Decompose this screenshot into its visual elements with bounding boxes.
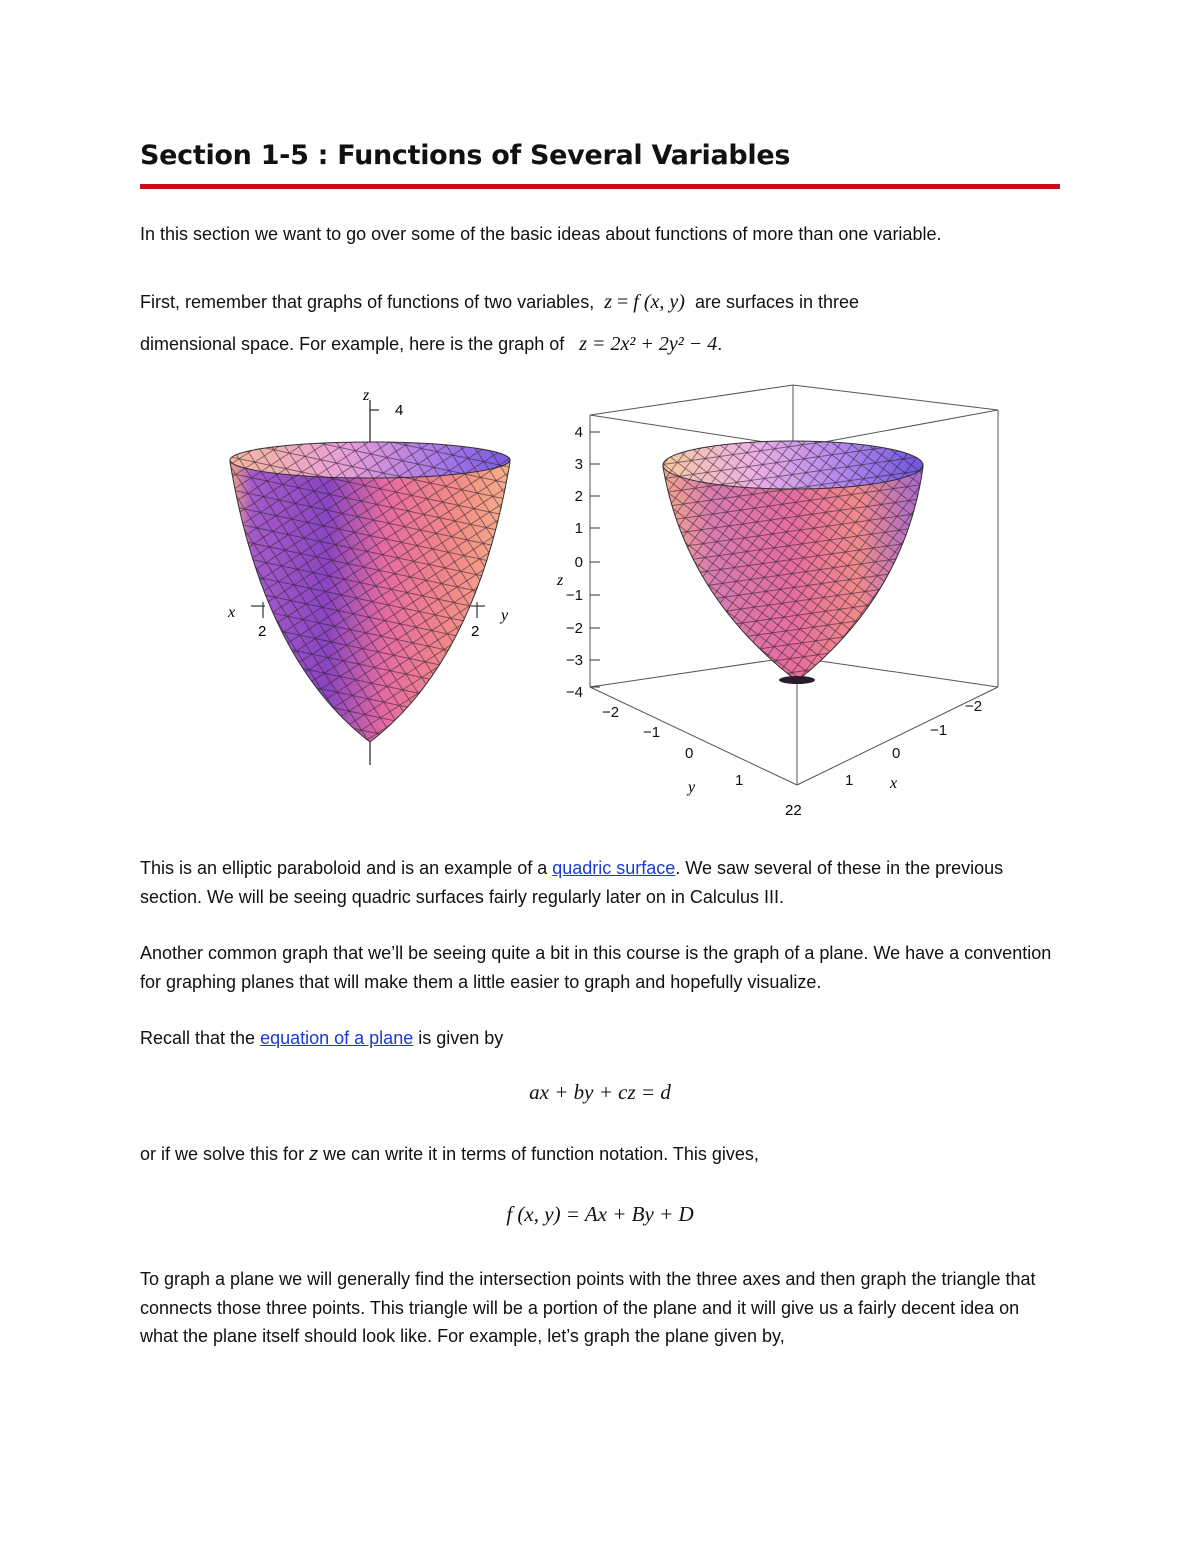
paraboloid-graph-axes xyxy=(215,380,535,775)
right-x-tick: −2 xyxy=(965,698,983,715)
left-z-tick: 4 xyxy=(395,402,404,419)
right-z-tick: −2 xyxy=(565,620,583,637)
right-x-tick: 1 xyxy=(845,772,854,789)
section-title: Section 1-5 : Functions of Several Variables xyxy=(140,140,791,171)
plane-equation: ax + by + cz = d xyxy=(529,1080,671,1104)
right-corner-label: 22 xyxy=(785,802,802,819)
right-z-tick: 0 xyxy=(574,554,583,571)
paraboloid-equation: z = 2x² + 2y² − 4 xyxy=(579,333,718,355)
left-y-axis-label: y xyxy=(501,607,509,624)
right-y-tick: −1 xyxy=(643,724,661,741)
right-z-tick: −1 xyxy=(565,587,583,604)
right-z-tick: −4 xyxy=(565,684,583,701)
graphs-text-3: dimensional space. For example, here is the graph of xyxy=(140,334,565,354)
right-z-tick: 3 xyxy=(574,456,583,473)
right-x-tick: −1 xyxy=(930,722,948,739)
right-y-tick: 0 xyxy=(685,745,694,762)
plane-intro-paragraph: Another common graph that we’ll be seeing quite a bit in this course is the graph of a plane. We have a convention for graphing planes that will make them a little easier to graph and hopefully visualize. xyxy=(140,943,1052,992)
right-y-tick: −2 xyxy=(602,704,620,721)
right-z-tick: 4 xyxy=(574,424,583,441)
paraboloid-graph-box xyxy=(545,375,1020,825)
solve-paragraph: or if we solve this for z we can write it in terms of function notation. This gives, xyxy=(140,1144,759,1164)
right-y-tick: 1 xyxy=(735,772,744,789)
right-z-tick: 2 xyxy=(574,488,583,505)
quadric-paragraph: This is an elliptic paraboloid and is an example of a quadric surface. We saw several of these in the previous section. We will be seeing quadric surfaces fairly regularly later on in Calculus III. xyxy=(140,858,1004,907)
graphs-text-1: First, remember that graphs of functions of two variables, xyxy=(140,292,595,312)
intro-paragraph: In this section we want to go over some of the basic ideas about functions of more than one variable. xyxy=(140,224,942,244)
graphs-text-2: are surfaces in three xyxy=(694,292,860,312)
right-x-tick: 0 xyxy=(892,745,901,762)
title-underline xyxy=(140,184,1060,189)
recall-paragraph: Recall that the equation of a plane is given by xyxy=(140,1028,504,1048)
right-z-tick: 1 xyxy=(574,520,583,537)
right-x-axis-label: x xyxy=(890,775,898,792)
right-y-axis-label: y xyxy=(688,779,696,796)
right-z-tick: −3 xyxy=(565,652,583,669)
function-notation: z = f (x, y) xyxy=(604,291,685,313)
left-x-tick: 2 xyxy=(258,623,267,640)
left-z-axis-label: z xyxy=(363,387,370,404)
equation-of-plane-link[interactable]: equation of a plane xyxy=(260,1028,414,1048)
left-y-tick: 2 xyxy=(471,623,480,640)
graph-plane-paragraph: To graph a plane we will generally find the intersection points with the three axes and then graph the triangle that connects those three points. This triangle will be a portion of the plane and it will give us a fairly decent idea on what the plane itself should look like. For example, let’s graph the plane given by, xyxy=(140,1269,1036,1346)
function-equation: f (x, y) = Ax + By + D xyxy=(506,1202,694,1226)
right-z-axis-label: z xyxy=(557,572,564,589)
quadric-surface-link[interactable]: quadric surface xyxy=(552,858,676,878)
graphs-paragraph: First, remember that graphs of functions of two variables, z = f (x, y) are surfaces in three dimensional space. For example, here is the graph of z = 2x² + 2y² − 4. xyxy=(140,291,860,355)
left-x-axis-label: x xyxy=(228,604,236,621)
